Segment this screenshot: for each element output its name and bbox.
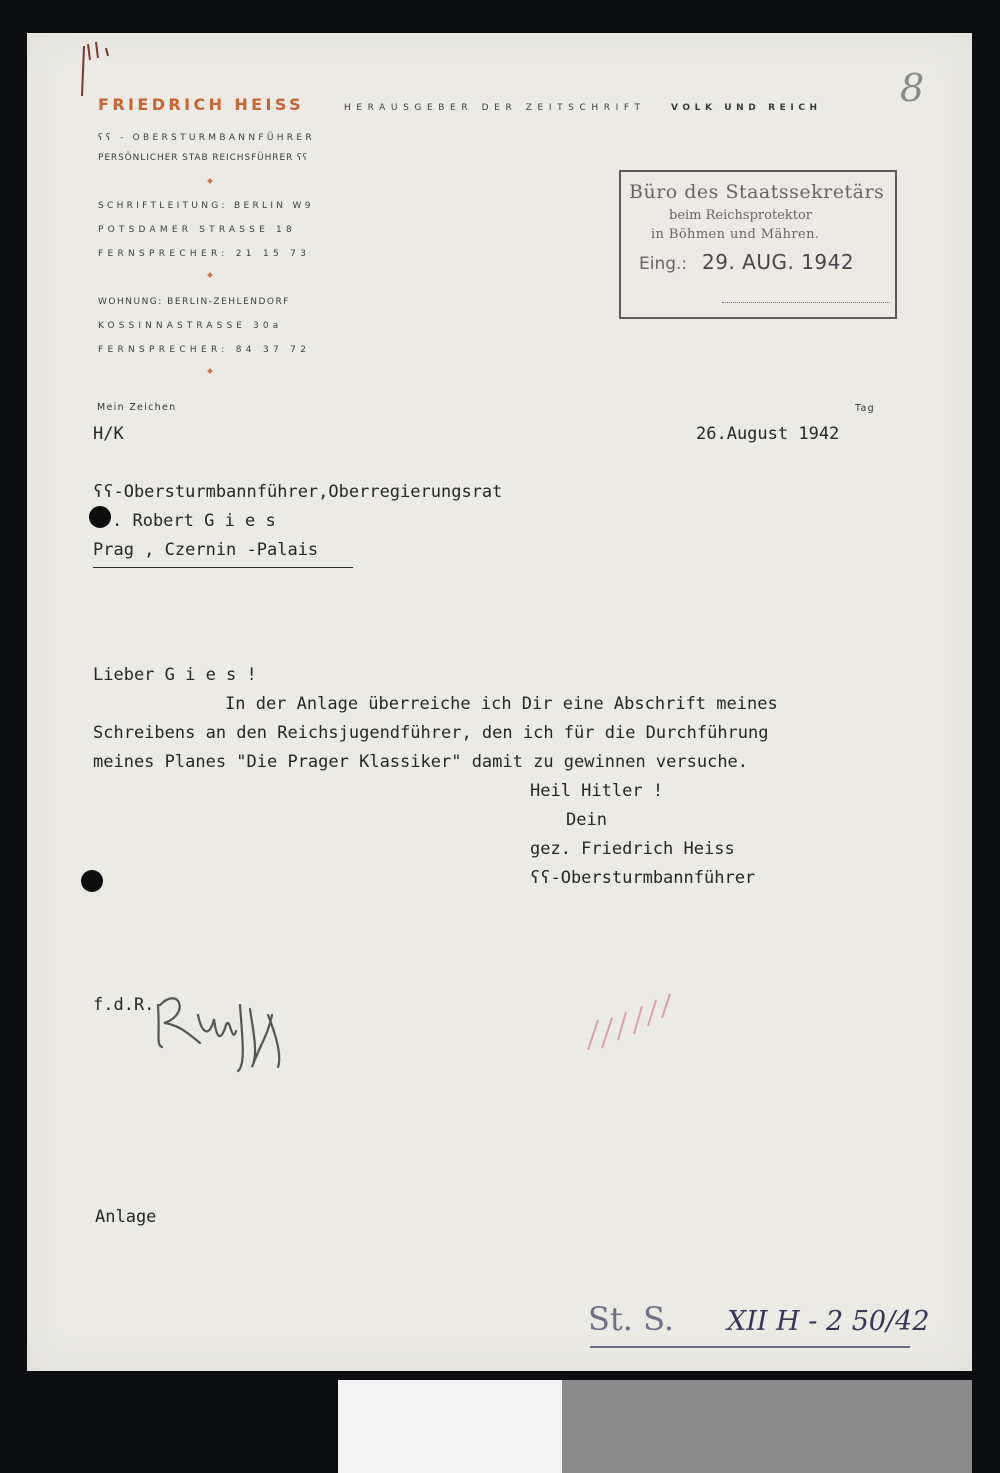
letter-date: 26.August 1942 [696,424,840,444]
letterhead-rank: ʕʕ - OBERSTURMBANNFÜHRER [98,133,315,143]
archive-reference: XII H - 2 50/42 [727,1306,930,1337]
closing-signed: gez. Friedrich Heiss [530,839,735,859]
archive-prefix: St. S. [588,1300,675,1338]
closing-dein: Dein [566,810,607,830]
enclosure-label: Anlage [95,1207,157,1227]
letterhead-name: FRIEDRICH HEISS [98,95,304,114]
punch-hole [81,870,103,892]
recipient-line-1: ʕʕ-Obersturmbannführer,Oberregierungsrat [93,482,503,502]
letterhead-office-1: SCHRIFTLEITUNG: BERLIN W9 [98,201,314,211]
faint-red-mark [578,990,678,1060]
closing-rank: ʕʕ-Obersturmbannführer [530,868,756,888]
publisher-prefix: HERAUSGEBER DER ZEITSCHRIFT [344,103,646,113]
punch-hole [89,506,111,528]
stamp-line-1: Büro des Staatssekretärs [629,181,885,203]
letterhead-office-3: FERNSPRECHER: 21 15 73 [98,249,311,259]
letterhead-home-3: FERNSPRECHER: 84 37 72 [98,345,311,355]
stamp-line-3: in Böhmen und Mähren. [651,227,820,242]
letterhead-publisher [344,103,822,113]
date-label: Tag [855,403,875,414]
body-line-2: Schreibens an den Reichsjugendführer, den ich für die Durchführung [93,723,769,743]
recipient-underline [93,567,353,568]
page-number: 8 [900,66,925,110]
body-line-1: In der Anlage überreiche ich Dir eine Abschrift meines [225,694,778,714]
ref-label: Mein Zeichen [97,402,177,413]
scan-color-strip-gray [562,1380,972,1473]
stamp-line-2: beim Reichsprotektor [669,208,813,223]
handwritten-signature [150,975,300,1075]
letterhead-office-2: POTSDAMER STRASSE 18 [98,225,296,235]
scan-color-strip-light [338,1380,562,1473]
publication-name: VOLK UND REICH [670,103,822,113]
body-line-3: meines Planes "Die Prager Klassiker" damit zu gewinnen versuche. [93,752,749,772]
stamp-dotted-line [722,302,890,303]
stamp-received-date: 29. AUG. 1942 [702,250,855,274]
letterhead-home-1: WOHNUNG: BERLIN-ZEHLENDORF [98,297,290,307]
closing-greeting: Heil Hitler ! [530,781,664,801]
salutation: Lieber G i e s ! [93,665,257,685]
archive-underline [590,1346,910,1348]
recipient-line-3: Prag , Czernin -Palais [93,540,319,560]
letterhead-staff: PERSÖNLICHER STAB REICHSFÜHRER ʕʕ [98,153,308,163]
stamp-received-label: Eing.: [639,254,688,274]
letterhead-home-2: KOSSINNASTRASSE 30a [98,321,283,331]
fdr-label: f.d.R. [93,995,155,1015]
recipient-line-2: . Robert G i e s [112,511,276,531]
received-stamp [619,170,897,319]
ref-value: H/K [93,424,124,444]
